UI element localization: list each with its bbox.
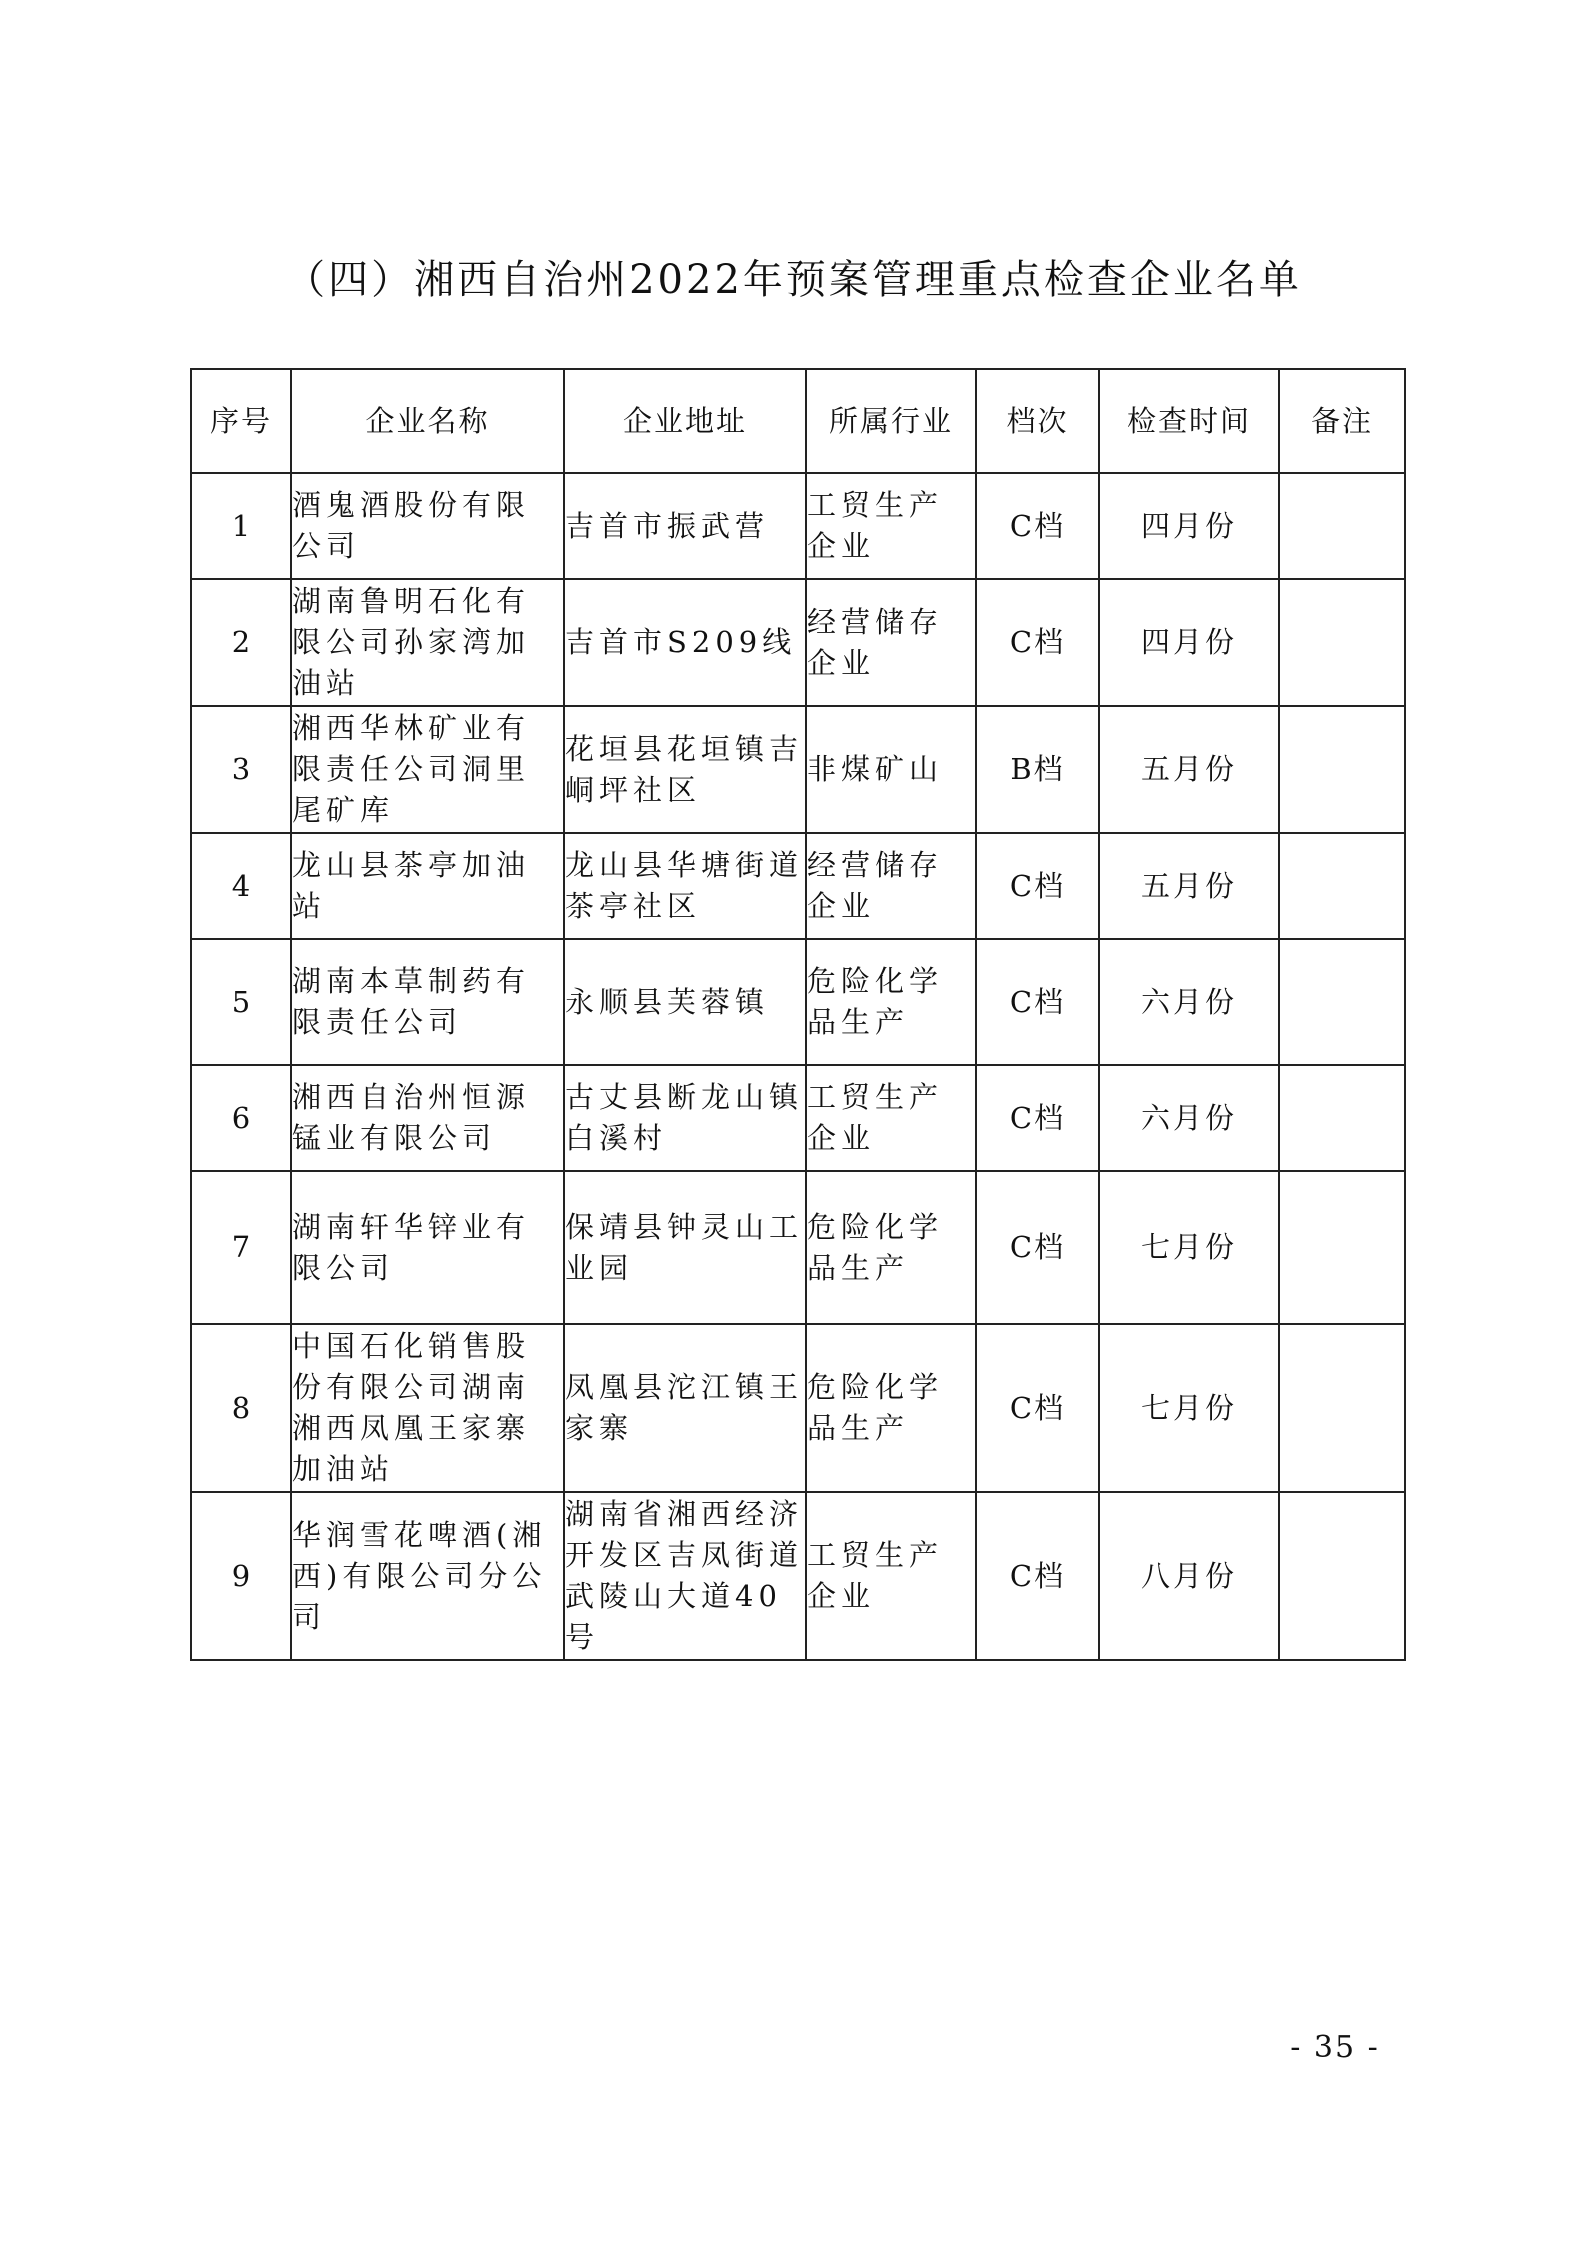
enterprise-name — [291, 833, 564, 939]
note — [1279, 1324, 1405, 1492]
grade: C档 — [976, 939, 1099, 1065]
industry — [806, 939, 976, 1065]
industry-text: 工贸生产企业 — [807, 1080, 944, 1155]
header-industry: 所属行业 — [806, 369, 976, 473]
enterprise-address — [564, 939, 806, 1065]
industry-text: 危险化学品生产 — [807, 964, 944, 1039]
table-row — [191, 833, 1405, 939]
inspection-time: 六月份 — [1099, 1065, 1279, 1171]
industry — [806, 579, 976, 706]
page-number: - 35 - — [1290, 2030, 1380, 2065]
inspection-time: 五月份 — [1099, 706, 1279, 833]
enterprise-address — [564, 1065, 806, 1171]
note — [1279, 1171, 1405, 1324]
grade: C档 — [976, 579, 1099, 706]
enterprise-name-text: 龙山县茶亭加油站 — [292, 848, 531, 923]
row-number: 8 — [191, 1324, 291, 1492]
industry — [806, 473, 976, 579]
enterprise-name-text: 湖南鲁明石化有限公司孙家湾加油站 — [292, 584, 531, 700]
header-grade: 档次 — [976, 369, 1099, 473]
enterprise-address — [564, 1171, 806, 1324]
table-row — [191, 706, 1405, 833]
industry — [806, 1324, 976, 1492]
enterprise-address — [564, 1492, 806, 1660]
enterprise-name — [291, 1324, 564, 1492]
enterprise-name — [291, 473, 564, 579]
enterprise-name-text: 湘西华林矿业有限责任公司洞里尾矿库 — [292, 711, 531, 827]
enterprise-name — [291, 1065, 564, 1171]
note — [1279, 939, 1405, 1065]
industry-text: 危险化学品生产 — [807, 1370, 944, 1445]
industry-text: 危险化学品生产 — [807, 1209, 944, 1285]
enterprise-name — [291, 939, 564, 1065]
enterprise-name-text: 中国石化销售股份有限公司湖南湘西凤凰王家寨加油站 — [292, 1329, 531, 1486]
table-row — [191, 1324, 1405, 1492]
enterprise-address-text: 花垣县花垣镇吉峒坪社区 — [565, 731, 804, 807]
enterprise-address-text: 永顺县芙蓉镇 — [565, 984, 770, 1019]
enterprise-address-text: 吉首市S209线 — [565, 625, 797, 659]
grade: C档 — [976, 473, 1099, 579]
header-name: 企业名称 — [291, 369, 564, 473]
enterprise-address — [564, 473, 806, 579]
table-row — [191, 579, 1405, 706]
inspection-time: 八月份 — [1099, 1492, 1279, 1660]
row-number: 9 — [191, 1492, 291, 1660]
enterprise-name — [291, 1171, 564, 1324]
page-title: （四）湘西自治州2022年预案管理重点检查企业名单 — [285, 257, 1302, 303]
industry-text: 工贸生产企业 — [807, 1538, 944, 1613]
enterprise-address — [564, 579, 806, 706]
industry-text: 工贸生产企业 — [807, 488, 944, 563]
header-time: 检查时间 — [1099, 369, 1279, 473]
header-num: 序号 — [191, 369, 291, 473]
table-row — [191, 1492, 1405, 1660]
industry-text: 非煤矿山 — [807, 752, 944, 786]
enterprise-name-text: 湘西自治州恒源锰业有限公司 — [292, 1080, 531, 1155]
grade: C档 — [976, 1492, 1099, 1660]
industry — [806, 833, 976, 939]
header-address: 企业地址 — [564, 369, 806, 473]
industry-text: 经营储存企业 — [807, 604, 944, 680]
enterprise-name-text: 华润雪花啤酒(湘西)有限公司分公司 — [292, 1517, 547, 1634]
grade: C档 — [976, 1171, 1099, 1324]
enterprise-name-text: 酒鬼酒股份有限公司 — [292, 488, 531, 563]
enterprise-name — [291, 1492, 564, 1660]
note — [1279, 473, 1405, 579]
row-number: 6 — [191, 1065, 291, 1171]
note — [1279, 833, 1405, 939]
inspection-time: 六月份 — [1099, 939, 1279, 1065]
row-number: 2 — [191, 579, 291, 706]
grade: C档 — [976, 1065, 1099, 1171]
inspection-time: 四月份 — [1099, 473, 1279, 579]
table-row — [191, 939, 1405, 1065]
row-number: 4 — [191, 833, 291, 939]
enterprise-address-text: 古丈县断龙山镇白溪村 — [565, 1080, 804, 1155]
enterprise-name-text: 湖南本草制药有限责任公司 — [292, 964, 531, 1039]
industry-text: 经营储存企业 — [807, 848, 944, 923]
enterprise-table — [190, 368, 1406, 1661]
note — [1279, 706, 1405, 833]
grade: C档 — [976, 1324, 1099, 1492]
enterprise-name — [291, 579, 564, 706]
industry — [806, 1492, 976, 1660]
inspection-time: 五月份 — [1099, 833, 1279, 939]
enterprise-name — [291, 706, 564, 833]
note — [1279, 1065, 1405, 1171]
industry — [806, 706, 976, 833]
industry — [806, 1171, 976, 1324]
table-row — [191, 473, 1405, 579]
enterprise-address-text: 湖南省湘西经济开发区吉凤街道武陵山大道40号 — [565, 1497, 804, 1654]
table-row — [191, 1065, 1405, 1171]
grade: B档 — [976, 706, 1099, 833]
table-row — [191, 1171, 1405, 1324]
note — [1279, 1492, 1405, 1660]
inspection-time: 四月份 — [1099, 579, 1279, 706]
enterprise-address-text: 龙山县华塘街道茶亭社区 — [565, 848, 804, 923]
inspection-time: 七月份 — [1099, 1171, 1279, 1324]
enterprise-address — [564, 1324, 806, 1492]
enterprise-address — [564, 833, 806, 939]
enterprise-name-text: 湖南轩华锌业有限公司 — [292, 1209, 531, 1285]
enterprise-address-text: 凤凰县沱江镇王家寨 — [565, 1370, 804, 1445]
row-number: 5 — [191, 939, 291, 1065]
inspection-time: 七月份 — [1099, 1324, 1279, 1492]
grade: C档 — [976, 833, 1099, 939]
note — [1279, 579, 1405, 706]
enterprise-address-text: 保靖县钟灵山工业园 — [565, 1209, 804, 1285]
row-number: 7 — [191, 1171, 291, 1324]
enterprise-address-text: 吉首市振武营 — [565, 508, 770, 543]
enterprise-address — [564, 706, 806, 833]
header-note: 备注 — [1279, 369, 1405, 473]
row-number: 1 — [191, 473, 291, 579]
industry — [806, 1065, 976, 1171]
table-header-row — [191, 369, 1405, 473]
row-number: 3 — [191, 706, 291, 833]
